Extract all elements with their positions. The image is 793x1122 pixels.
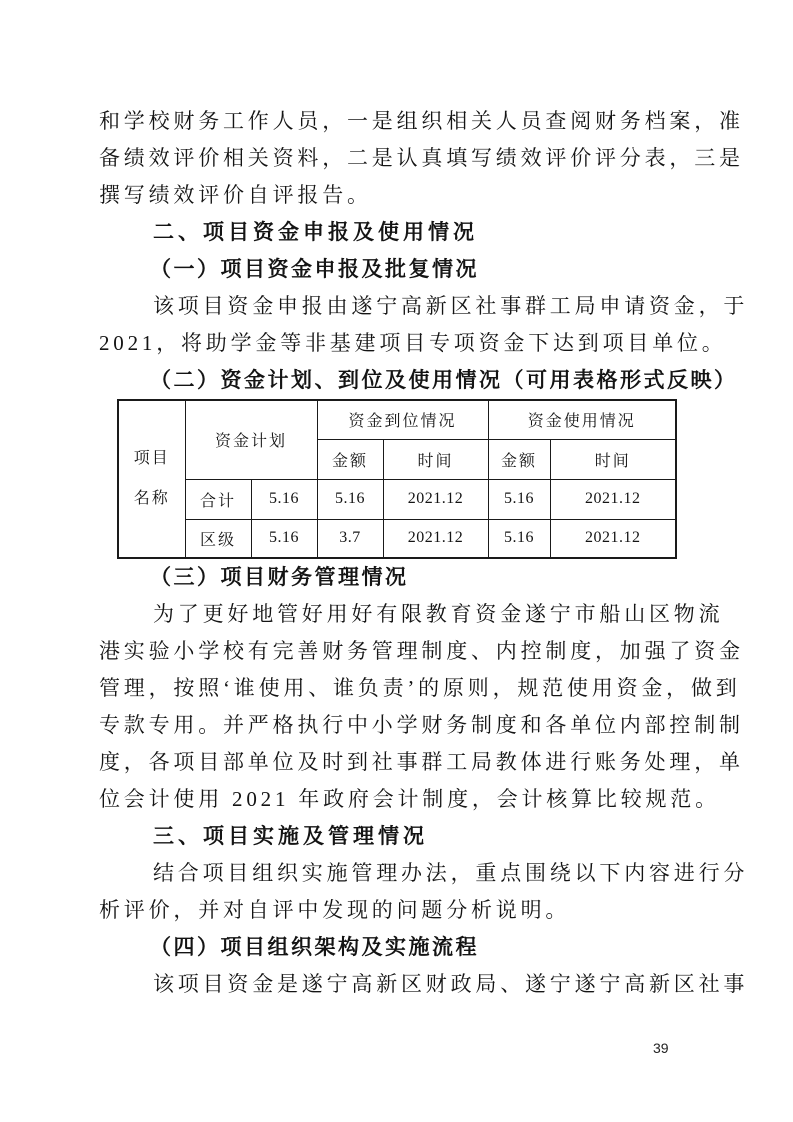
received-amount: 3.7: [317, 519, 383, 558]
received-time: 2021.12: [383, 519, 488, 558]
paragraph-line: 结合项目组织实施管理办法，重点围绕以下内容进行分: [153, 861, 749, 885]
used-time: 2021.12: [550, 519, 676, 558]
paragraph-line: 备绩效评价相关资料，二是认真填写绩效评价评分表，三是: [99, 146, 744, 170]
row-label: 区级: [185, 519, 251, 558]
table-header-project-name: [118, 400, 185, 558]
subsection-heading-declaration-approval: （一）项目资金申报及批复情况: [150, 257, 479, 281]
table-row-total: [118, 479, 676, 519]
row-label: 合计: [185, 479, 251, 519]
paragraph-line: 港实验小学校有完善财务管理制度、内控制度，加强了资金: [99, 639, 744, 663]
paragraph-line: 和学校财务工作人员，一是组织相关人员查阅财务档案，准: [99, 109, 744, 133]
funding-table: [117, 399, 677, 559]
paragraph-line: 位会计使用 2021 年政府会计制度，会计核算比较规范。: [99, 787, 720, 811]
plan-amount: 5.16: [251, 519, 317, 558]
paragraph-line: 管理，按照‘谁使用、谁负责’的原则，规范使用资金，做到: [99, 676, 741, 700]
subsection-heading-organization-structure: （四）项目组织架构及实施流程: [150, 935, 479, 959]
table-header-amount: 金额: [488, 439, 550, 479]
subsection-heading-financial-management: （三）项目财务管理情况: [150, 565, 409, 589]
paragraph-line: 撰写绩效评价自评报告。: [99, 183, 372, 207]
table-header-fund-used: 资金使用情况: [488, 400, 676, 439]
used-amount: 5.16: [488, 519, 550, 558]
project-name-line2: 名称: [133, 490, 170, 507]
paragraph-line: 2021，将助学金等非基建项目专项资金下达到项目单位。: [99, 331, 727, 355]
table-header-fund-plan: 资金计划: [185, 400, 317, 479]
paragraph-line: 析评价，并对自评中发现的问题分析说明。: [99, 898, 571, 922]
table-header-fund-received: 资金到位情况: [317, 400, 488, 439]
paragraph-line: 度，各项目部单位及时到社事群工局教体进行账务处理，单: [99, 750, 744, 774]
received-amount: 5.16: [317, 479, 383, 519]
document-body: [99, 103, 757, 1003]
table-header-time: 时间: [550, 439, 676, 479]
used-time: 2021.12: [550, 479, 676, 519]
table-row-district: [118, 519, 676, 558]
subsection-heading-fund-plan-table: （二）资金计划、到位及使用情况（可用表格形式反映）: [150, 368, 738, 392]
plan-amount: 5.16: [251, 479, 317, 519]
paragraph-line: 专款专用。并严格执行中小学财务制度和各单位内部控制制: [99, 713, 744, 737]
paragraph-line: 该项目资金申报由遂宁高新区社事群工局申请资金，于: [153, 294, 749, 318]
page-number: 39: [653, 1040, 669, 1056]
section-heading-implementation: 三、项目实施及管理情况: [153, 825, 428, 848]
table-header-time: 时间: [383, 439, 488, 479]
section-heading-funding-declaration: 二、项目资金申报及使用情况: [153, 221, 478, 244]
table-header-amount: 金额: [317, 439, 383, 479]
project-name-line1: 项目: [133, 450, 170, 467]
paragraph-line: 该项目资金是遂宁高新区财政局、遂宁遂宁高新区社事: [153, 972, 749, 996]
paragraph-line: 为了更好地管好用好有限教育资金遂宁市船山区物流: [153, 602, 724, 626]
used-amount: 5.16: [488, 479, 550, 519]
received-time: 2021.12: [383, 479, 488, 519]
